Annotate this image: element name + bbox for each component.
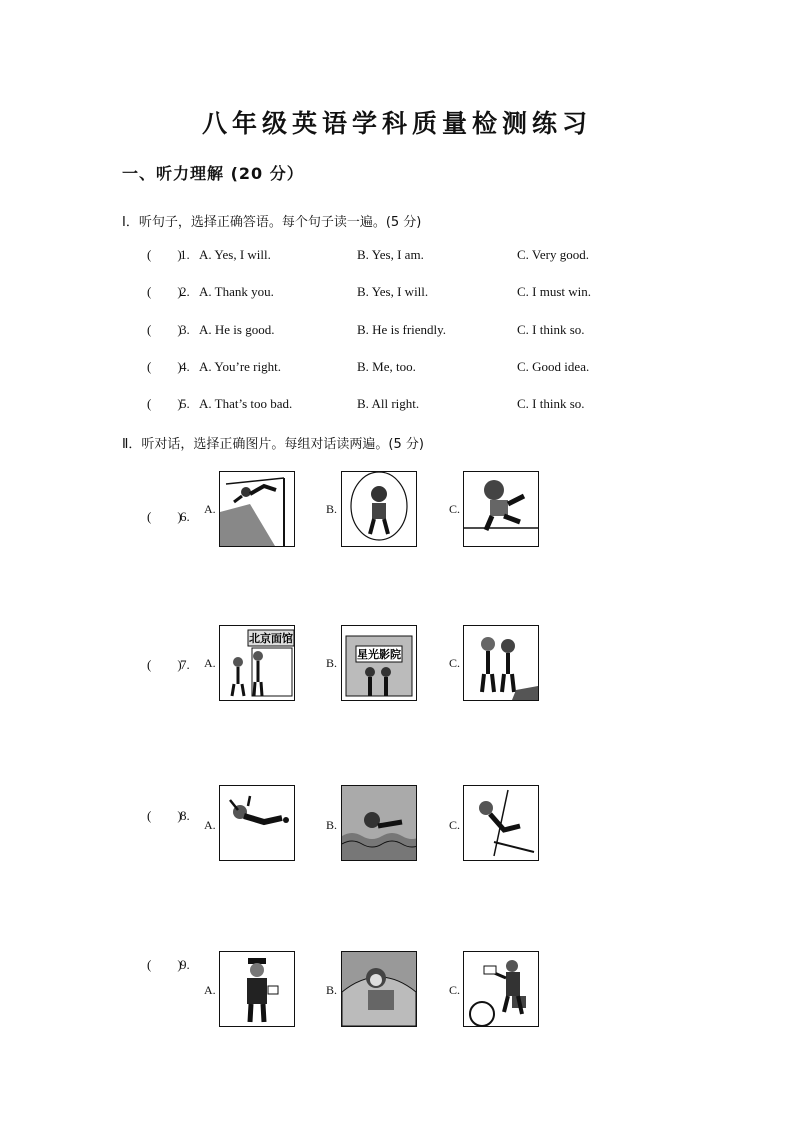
question-number: 7. — [180, 657, 190, 672]
question-number: 3. — [180, 322, 190, 337]
cinema-couple-icon[interactable] — [341, 625, 417, 701]
option-a-label: A. — [204, 502, 216, 516]
option-c: C. Good idea. — [517, 359, 590, 374]
option-b: B. Me, too. — [357, 359, 416, 374]
option-c: C. I think so. — [517, 322, 585, 337]
cinema-sign: 星光影院 — [357, 648, 401, 661]
option-c-label: C. — [449, 656, 461, 670]
swimming-icon[interactable] — [341, 785, 417, 861]
question-number: 4. — [180, 359, 190, 374]
answer-blank[interactable]: ( ) — [147, 359, 182, 374]
page-title: 八年级英语学科质量检测练习 — [201, 109, 592, 138]
option-b: B. Yes, I will. — [357, 284, 429, 299]
long-jump-icon[interactable] — [463, 471, 539, 547]
option-b-label: B. — [326, 983, 338, 997]
option-a-label: A. — [204, 818, 216, 832]
option-b-label: B. — [326, 656, 338, 670]
question-number: 8. — [180, 808, 190, 823]
section-heading-listening: 一、听力理解 (20 分） — [122, 164, 304, 183]
restaurant-sign: 北京面馆 — [249, 632, 293, 645]
option-a: A. He is good. — [199, 322, 275, 337]
answer-blank[interactable]: ( ) — [147, 284, 182, 299]
answer-blank[interactable]: ( ) — [147, 509, 182, 524]
option-c: C. I think so. — [517, 396, 585, 411]
answer-blank[interactable]: ( ) — [147, 322, 182, 337]
answer-blank[interactable]: ( ) — [147, 957, 182, 972]
skiing-icon[interactable] — [463, 785, 539, 861]
walking-couple-icon[interactable] — [463, 625, 539, 701]
option-b: B. Yes, I am. — [357, 247, 424, 262]
option-a-label: A. — [204, 656, 216, 670]
answer-blank[interactable]: ( ) — [147, 396, 182, 411]
option-c-label: C. — [449, 818, 461, 832]
option-a-label: A. — [204, 983, 216, 997]
jump-rope-icon[interactable] — [341, 471, 417, 547]
part2-heading: Ⅱ．听对话，选择正确图片。每组对话读两遍。(5 分) — [122, 437, 424, 452]
option-a: A. Yes, I will. — [199, 247, 271, 262]
restaurant-couple-icon[interactable] — [219, 625, 295, 701]
question-number: 2. — [180, 284, 190, 299]
question-number: 6. — [180, 509, 190, 524]
option-a: A. That’s too bad. — [199, 396, 293, 411]
roller-skating-icon[interactable] — [219, 785, 295, 861]
question-number: 9. — [180, 957, 190, 972]
high-jump-icon[interactable] — [219, 471, 295, 547]
option-c: C. Very good. — [517, 247, 589, 262]
option-b-label: B. — [326, 502, 338, 516]
pilot-icon[interactable] — [341, 951, 417, 1027]
option-b-label: B. — [326, 818, 338, 832]
option-c-label: C. — [449, 502, 461, 516]
police-officer-icon[interactable] — [219, 951, 295, 1027]
option-b: B. All right. — [357, 396, 420, 411]
answer-blank[interactable]: ( ) — [147, 808, 182, 823]
question-number: 1. — [180, 247, 190, 262]
option-a: A. You’re right. — [199, 359, 281, 374]
question-number: 5. — [180, 396, 190, 411]
answer-blank[interactable]: ( ) — [147, 657, 182, 672]
option-a: A. Thank you. — [199, 284, 274, 299]
answer-blank[interactable]: ( ) — [147, 247, 182, 262]
option-c-label: C. — [449, 983, 461, 997]
postman-icon[interactable] — [463, 951, 539, 1027]
option-c: C. I must win. — [517, 284, 592, 299]
option-b: B. He is friendly. — [357, 322, 447, 337]
part1-heading: Ⅰ．听句子，选择正确答语。每个句子读一遍。(5 分) — [122, 215, 422, 230]
